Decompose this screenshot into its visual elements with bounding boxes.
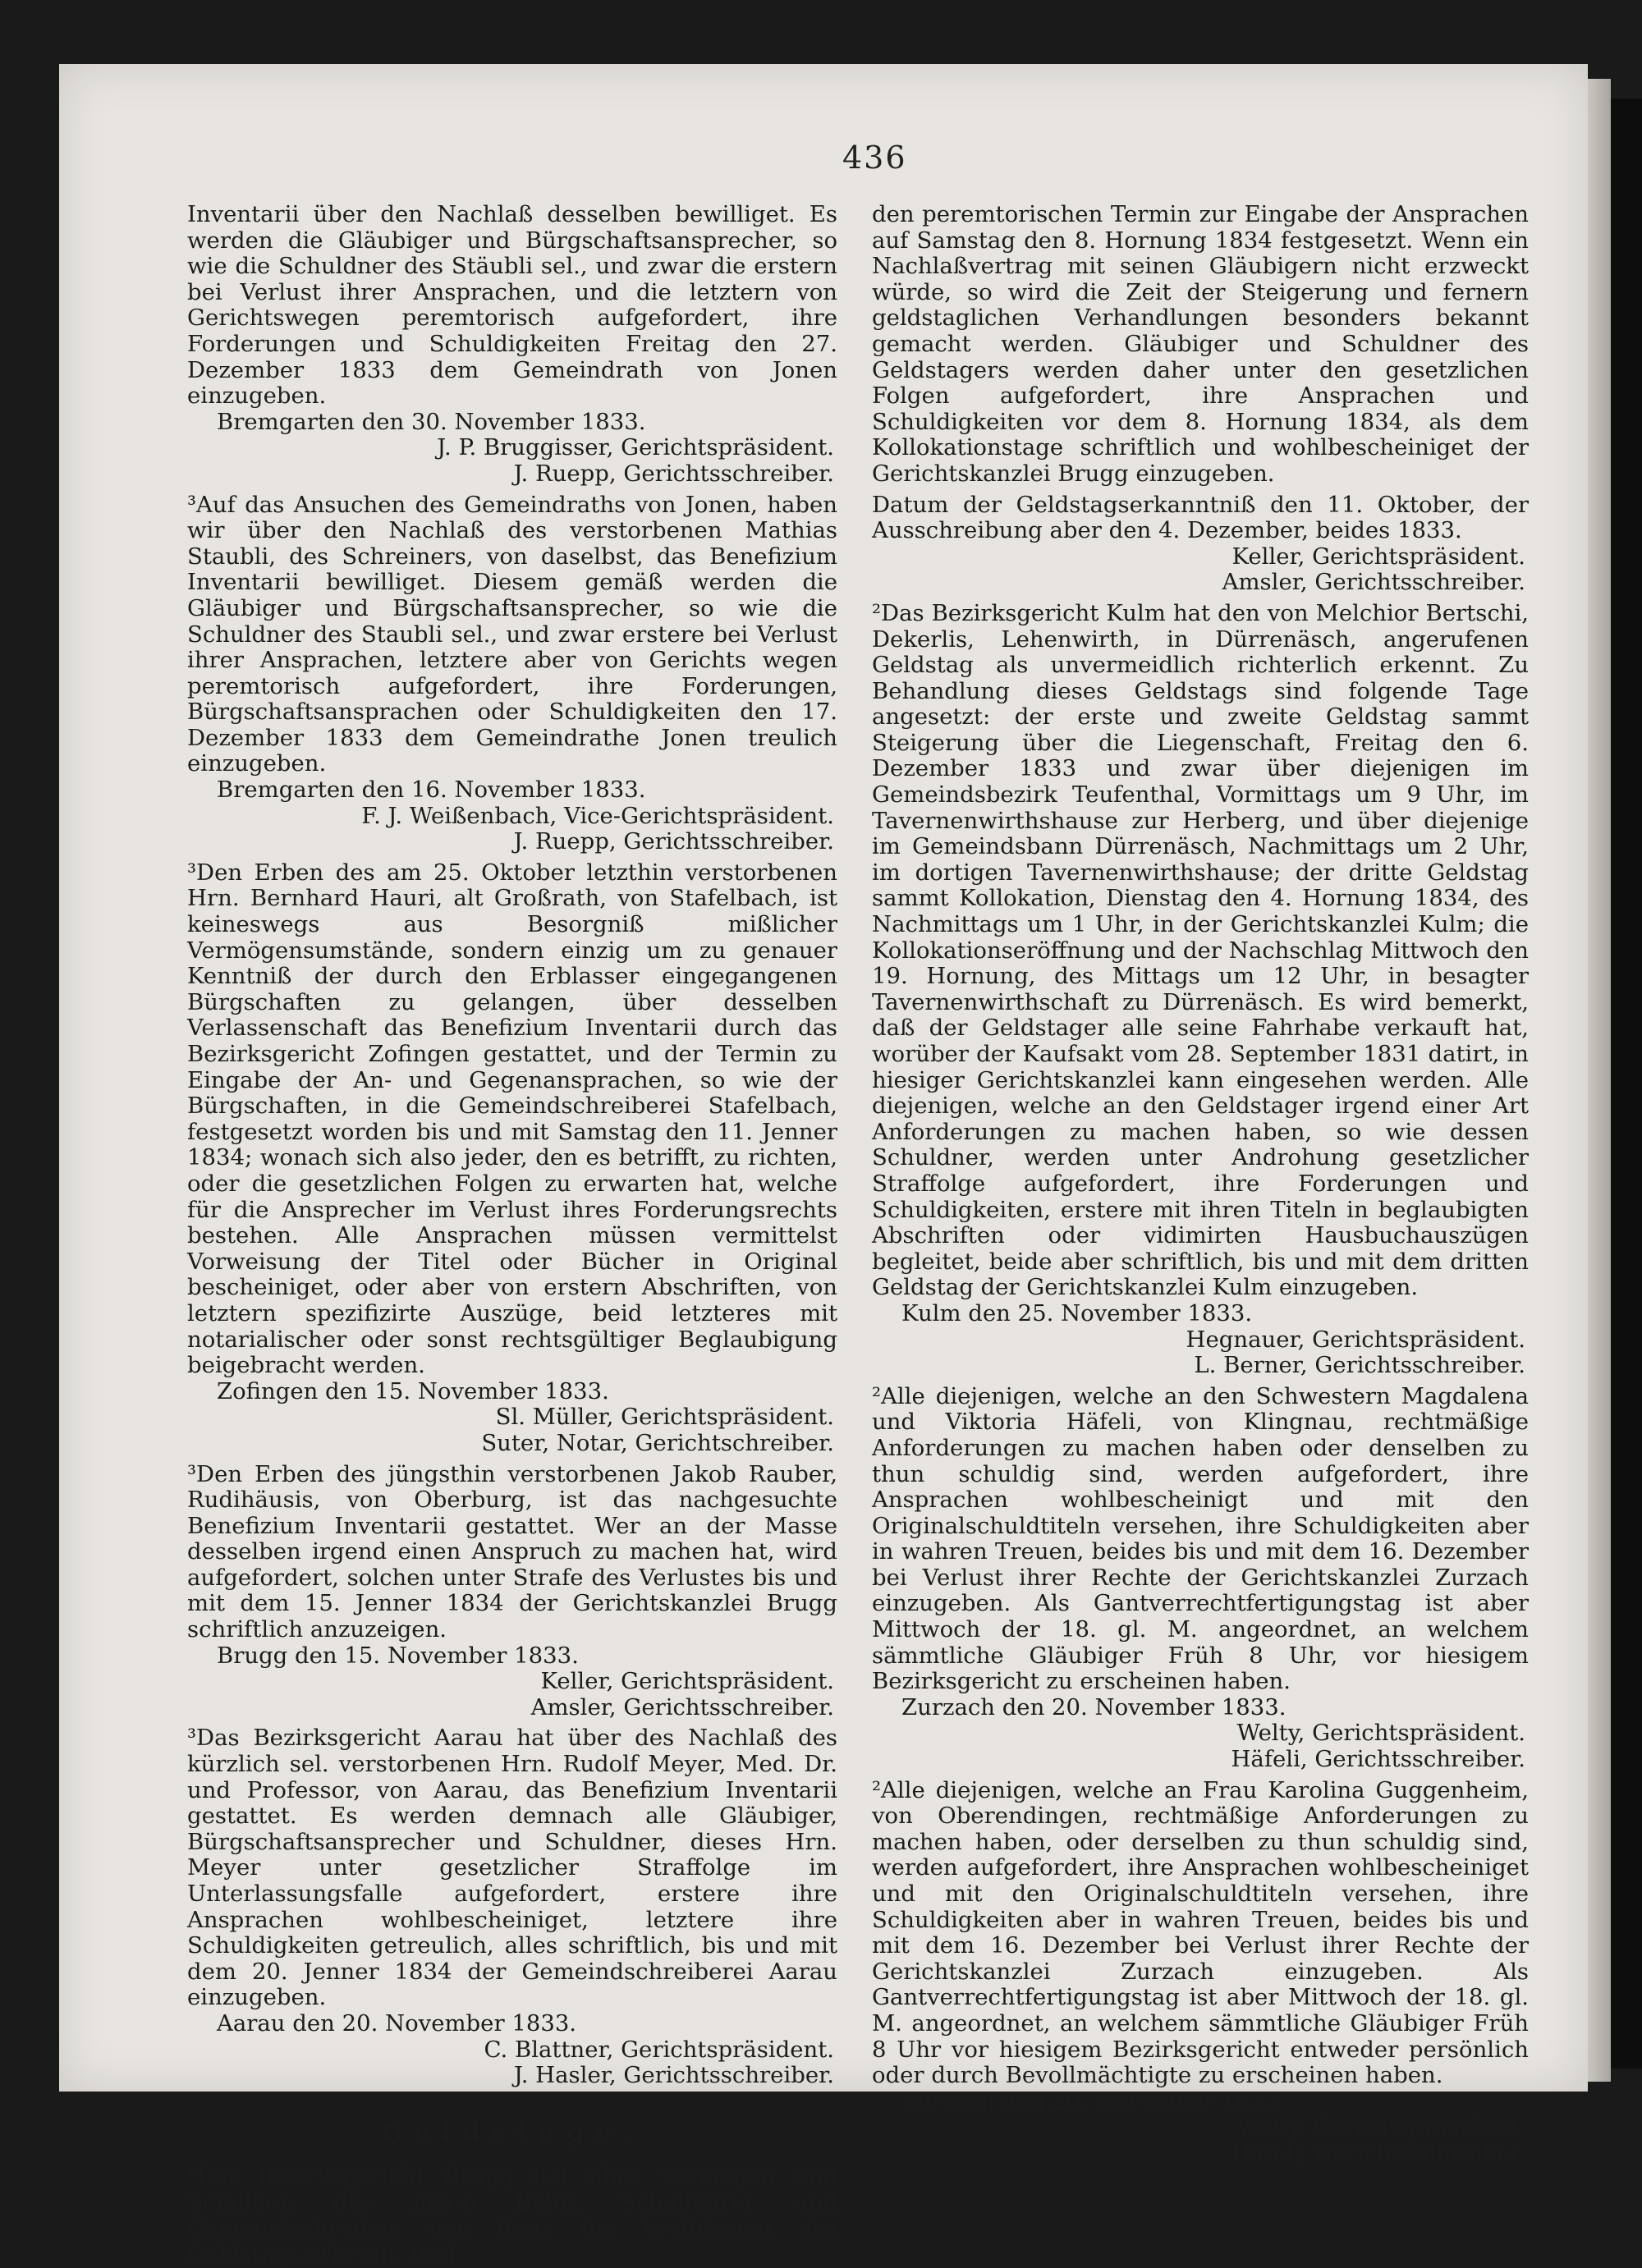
notice-paragraph: ²Alle diejenigen, welche an Frau Karolina Guggenheim, von Oberendingen, rechtmäßige Anforderungen zu machen haben, oder derselben zu thun schuldig sind, werden aufgefordert, ihre Ansprachen wohlbescheiniget und mit den Originalschuldtiteln versehen, ihre Schuldigkeiten aber in wahren Treuen, beides bis und mit dem 16. Dezember bei Verlust ihrer Rechte der Gerichtskanzlei Zurzach einzugeben. Als Gantverrechtfertigungstag ist aber Mittwoch der 18. gl. M. angeordnet, an welchem sämmtliche Gläubiger Früh 8 Uhr vor hiesigem Bezirksgericht entweder persönlich oder durch Bevollmächtigte zu erscheinen haben. (872, 1776, 1529, 2089)
notice-paragraph: Datum der Geldstagserkanntniß den 11. Oktober, der Ausschreibung aber den 4. Dezember, beides 1833. (872, 491, 1529, 544)
left-column (187, 202, 837, 2268)
signature-line: J. P. Bruggisser, Gerichtspräsident. (437, 434, 834, 461)
signature-line: Häfeli, Gerichtsschreiber. (1231, 1746, 1525, 1773)
signature-line: C. Blattner, Gerichtspräsident. (484, 2036, 834, 2063)
signature-line: J. Hasler, Gerichtsschreiber. (513, 2062, 834, 2089)
place-date-line: Zurzach den 20. November 1833. (901, 1693, 1287, 1720)
notice-paragraph: den peremtorischen Termin zur Eingabe der Ansprachen auf Samstag den 8. Hornung 1834 festgesetzt. Wenn ein Nachlaßvertrag mit seinen Gläubigern nicht erzweckt würde, so wird die Zeit der Steigerung und fernern geldstaglichen Verhandlungen besonders bekannt gemacht werden. Gläubiger und Schuldner des Geldstagers werden daher unter den gesetzlichen Folgen aufgefordert, ihre Ansprachen und Schuldigkeiten vor dem 8. Hornung 1834, als dem Kollokationstage schriftlich und wohlbescheiniget der Gerichtskanzlei Brugg einzugeben. (872, 201, 1529, 487)
signature-line: Hegnauer, Gerichtspräsident. (1186, 1326, 1525, 1353)
signature-line: Häfeli, Gerichtsschreiber. (1231, 2139, 1525, 2166)
section-heading: Geldstage. (382, 2118, 643, 2147)
page-number: 436 (842, 140, 907, 176)
notice-paragraph: ¹Das Bezirksgericht Brugg hat über Vermögen und Schulden des Jakob Beldi, Schullehrer und Gemeindschreiber, von Rein, die Verführung des Geldstags erkennt, und (187, 2163, 837, 2268)
signature-line: Amsler, Gerichtsschreiber. (530, 1693, 834, 1720)
notice-paragraph: ³Den Erben des jüngsthin verstorbenen Jakob Rauber, Rudihäusis, von Oberburg, ist das nachgesuchte Benefizium Inventarii gestattet. Wer an der Masse desselben irgend einen Anspruch zu machen hat, wird aufgefordert, solchen unter Strafe des Verlustes bis und mit dem 15. Jenner 1834 der Gerichtskanzlei Brugg schriftlich anzuzeigen. (187, 1460, 837, 1643)
notice-paragraph: Inventarii über den Nachlaß desselben bewilliget. Es werden die Gläubiger und Bürgschaftsansprecher, so wie die Schuldner des Stäubli sel., und zwar die erstern bei Verlust ihrer Ansprachen, und die letztern von Gerichtswegen peremtorisch aufgefordert, ihre Forderungen und Schuldigkeiten Freitag den 27. Dezember 1833 dem Gemeindrath von Jonen einzugeben. (187, 201, 837, 410)
notice-paragraph: ³Den Erben des am 25. Oktober letzthin verstorbenen Hrn. Bernhard Hauri, alt Großrath, von Stafelbach, ist keineswegs aus Besorgniß mißlicher Vermögensumstände, sondern einzig um zu genauer Kenntniß der durch den Erblasser eingegangenen Bürgschaften zu gelangen, über desselben Verlassenschaft das Benefizium Inventarii durch das Bezirksgericht Zofingen gestattet, und der Termin zu Eingabe der An- und Gegenansprachen, so wie der Bürgschaften, in die Gemeindschreiberei Stafelbach, festgesetzt worden bis und mit Samstag den 11. Jenner 1834; wonach sich also jeder, den es betrifft, zu richten, oder die gesetzlichen Folgen zu erwarten hat, welche für die Ansprecher im Verlust ihres Forderungsrechts bestehen. Alle Ansprachen müssen vermittelst Vorweisung der Titel oder Bücher in Original bescheiniget, oder aber von erstern Abschriften, von letztern spezifizirte Auszüge, beid letzteres mit notarialischer oder sonst rechtsgültiger Beglaubigung beigebracht werden. (187, 859, 837, 1379)
signature-line: J. Ruepp, Gerichtsschreiber. (513, 828, 834, 855)
signature-line: Welty, Gerichtspräsident. (1236, 2114, 1525, 2141)
right-column (872, 202, 1529, 2167)
signature-line: Amsler, Gerichtsschreiber. (1222, 569, 1525, 596)
signature-line: F. J. Weißenbach, Vice-Gerichtspräsident. (361, 802, 834, 829)
signature-line: Keller, Gerichtspräsident. (540, 1668, 834, 1695)
place-date-line: Bremgarten den 16. November 1833. (217, 777, 646, 804)
place-date-line: Bremgarten den 30. November 1833. (217, 408, 646, 435)
notice-paragraph: ³Auf das Ansuchen des Gemeindraths von Jonen, haben wir über den Nachlaß des verstorbenen Mathias Staubli, des Schreiners, von daselbst, das Benefizium Inventarii bewilliget. Diesem gemäß werden die Gläubiger und Bürgschaftsansprecher, so wie die Schuldner des Staubli sel., und zwar erstere bei Verlust ihrer Ansprachen, letztere aber von Gerichts wegen peremtorisch aufgefordert, ihre Forderungen, Bürgschaftsansprachen oder Schuldigkeiten den 17. Dezember 1833 dem Gemeindrathe Jonen treulich einzugeben. (187, 491, 837, 777)
scan-border (1611, 99, 1642, 2069)
place-date-line: Aarau den 20. November 1833. (217, 2009, 577, 2037)
page-edge (1588, 79, 1611, 2082)
signature-line: Keller, Gerichtspräsident. (1232, 543, 1525, 570)
signature-line: Welty, Gerichtspräsident. (1236, 1720, 1525, 1747)
signature-line: Sl. Müller, Gerichtspräsident. (495, 1404, 834, 1431)
notice-paragraph: ²Das Bezirksgericht Kulm hat den von Melchior Bertschi, Dekerlis, Lehenwirth, in Dürrenäsch, angerufenen Geldstag als unvermeidlich richterlich erkennt. Zu Behandlung dieses Geldstags sind folgende Tage angesetzt: der erste und zweite Geldstag sammt Steigerung über die Liegenschaft, Freitag den 6. Dezember 1833 und zwar über diejenigen im Gemeindsbezirk Teufenthal, Vormittags um 9 Uhr, im Tavernenwirthshause zur Herberg, und über diejenige im Gemeindsbann Dürrenäsch, Nachmittags um 2 Uhr, im dortigen Tavernenwirthshause; der dritte Geldstag sammt Kollokation, Dienstag den 4. Hornung 1834, des Nachmittags um 1 Uhr, in der Gerichtskanzlei Kulm; die Kollokationseröffnung und der Nachschlag Mittwoch den 19. Hornung, des Mittags um 12 Uhr, in besagter Tavernenwirthschaft zu Dürrenäsch. Es wird bemerkt, daß der Geldstager alle seine Fahrhabe verkauft hat, worüber der Kaufsakt vom 28. September 1831 datirt, in hiesiger Gerichtskanzlei kann eingesehen werden. Alle diejenigen, welche an den Geldstager irgend einer Art Anforderungen zu machen haben, so wie dessen Schuldner, werden unter Androhung gesetzlicher Straffolge aufgefordert, ihre Forderungen und Schuldigkeiten, erstere mit ihren Titeln in beglaubigten Abschriften oder vidimirten Hausbuchauszügen begleitet, beide aber schriftlich, bis und mit dem dritten Geldstag der Gerichtskanzlei Kulm einzugeben. (872, 599, 1529, 1301)
place-date-line: Kulm den 25. November 1833. (901, 1299, 1253, 1326)
signature-line: L. Berner, Gerichtsschreiber. (1194, 1352, 1525, 1379)
notice-paragraph: ²Alle diejenigen, welche an den Schwestern Magdalena und Viktoria Häfeli, von Klingnau, rechtmäßige Anforderungen zu machen haben oder denselben zu thun schuldig sind, werden aufgefordert, ihre Ansprachen wohlbescheinigt und mit den Originalschuldtiteln versehen, ihre Schuldigkeiten aber in wahren Treuen, beides bis und mit dem 16. Dezember bei Verlust ihrer Rechte der Gerichtskanzlei Zurzach einzugeben. Als Gantverrechtfertigungstag ist aber Mittwoch der 18. gl. M. angeordnet, an welchem sämmtliche Gläubiger Früh 8 Uhr, vor hiesigem Bezirksgericht zu erscheinen haben. (872, 1382, 1529, 1695)
place-date-line: Zofingen den 15. November 1833. (217, 1377, 609, 1404)
notice-paragraph: ³Das Bezirksgericht Aarau hat über des Nachlaß des kürzlich sel. verstorbenen Hrn. Rudolf Meyer, Med. Dr. und Professor, von Aarau, das Benefizium Inventarii gestattet. Es werden demnach alle Gläubiger, Bürgschaftsansprecher und Schuldner, dieses Hrn. Meyer unter gesetzlicher Straffolge im Unterlassungsfalle aufgefordert, erstere ihre Ansprachen wohlbescheiniget, letztere ihre Schuldigkeiten getreulich, alles schriftlich, bis und mit dem 20. Jenner 1834 der Gemeindschreiberei Aarau einzugeben. (187, 1725, 837, 2011)
place-date-line: Zurzach den 20. November 1833. (901, 2087, 1287, 2115)
signature-line: Suter, Notar, Gerichtschreiber. (481, 1429, 834, 1456)
signature-line: J. Ruepp, Gerichtsschreiber. (513, 460, 834, 487)
place-date-line: Brugg den 15. November 1833. (217, 1642, 579, 1669)
